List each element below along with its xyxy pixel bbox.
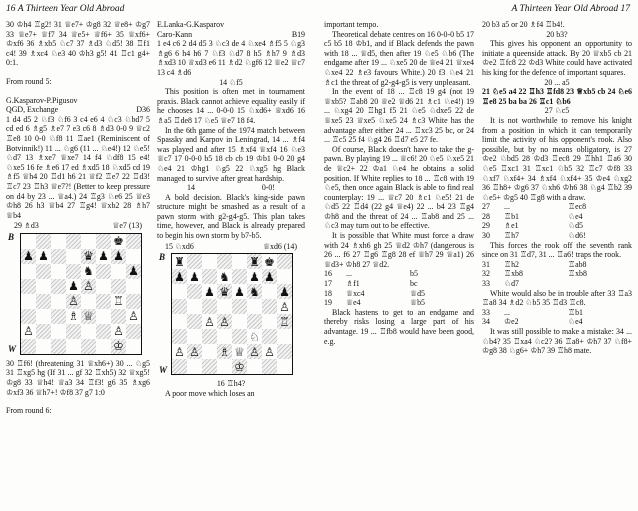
move-cell: 34 (482, 317, 490, 327)
chess-piece-square: ♟ (36, 249, 51, 264)
move-cell: 19 (324, 298, 332, 308)
chess-diagram-14 (159, 252, 305, 375)
move-cell: ♕xc4 (346, 288, 365, 298)
chessboard (20, 233, 142, 355)
paragraph: This position is often met in tournament praxis. Black cannot achieve equality easily if he chooses 14 ... 0-0-0 15 ♘xd6+ ♕xd6 16 ♗a5 ♖de8 17 ♘e5 ♕e7 18 f4. (157, 87, 305, 125)
board-square (36, 294, 51, 309)
caption-move: 29 ♗d3 (14, 221, 39, 231)
board-square (202, 344, 217, 359)
board-square (21, 309, 36, 324)
move-cell: ♘d6! (568, 231, 586, 241)
move-row (324, 279, 474, 289)
diagram-caption (14, 221, 142, 231)
chess-piece-square: ♟ (187, 269, 202, 284)
board-square (277, 254, 292, 269)
side-label-black: B (159, 252, 166, 263)
board-square (66, 234, 81, 249)
column-2 (157, 20, 305, 398)
chess-piece-square: ♜ (172, 254, 187, 269)
move-cell: 29 (482, 221, 490, 231)
board-square (187, 284, 202, 299)
board-square (202, 254, 217, 269)
chess-piece-square: ♙ (262, 344, 277, 359)
chess-piece-square: ♔ (111, 339, 126, 354)
chess-piece-square: ♟ (96, 249, 111, 264)
game-opening-line (6, 105, 150, 115)
paragraph: From round 6: (6, 406, 52, 416)
move-cell: ♔e2 (504, 317, 519, 327)
board-square (51, 249, 66, 264)
move-row (482, 231, 632, 241)
paragraph: Of course, Black doesn't have to take the g-pawn. By playing 19 ... ♕c6! 20 ♘e5 ♘xe5 21 de ♕c2+ 22 ♔a1 ♘e4 he obtains a solid position. If White replies to 18 ... ♖c8 with 19 ♘e5, then once again Black is able to find real counterplay: 19 ... ♕c7 20 ♗c1 ♘e5! 21 de ♘d5 22 ♖d4 (22 g4 ♕e4) 22 ... b4 23 ♖g4 ♔h8 and the threat of 24 ... ♖ab8 and 25 ... ♘c3 may turn out to be effective. (324, 144, 474, 231)
move-text: 0-0! (261, 183, 275, 193)
move-cell: 31 (482, 259, 490, 269)
move-line: 16 ♖h4? (216, 379, 246, 389)
board-square (21, 339, 36, 354)
board-square (262, 329, 277, 344)
move-cell: 28 (482, 211, 490, 221)
chessboard (171, 253, 293, 375)
board-square (277, 344, 292, 359)
move-cell: ♖ab8 (568, 259, 587, 269)
game-opening: Caro-Kann (157, 29, 193, 39)
move-row (482, 221, 632, 231)
board-square (51, 294, 66, 309)
board-square (187, 299, 202, 314)
board-square (277, 329, 292, 344)
paragraph: From round 5: (6, 76, 52, 86)
board-square (202, 329, 217, 344)
paragraph: 21 ♘e5 a4 22 ♖h3 ♖fd8 23 ♕xb5 cb 24 ♘e6 ♖e8 25 ba ba 26 ♖c1 ♘b6 (482, 87, 632, 106)
board-square (51, 234, 66, 249)
paragraph: It was still possible to make a mistake: 34 ... ♘b4? 35 ♖xa4 ♘c2? 36 ♖a8+ ♔h7 37 ♘f8+ ♔g8 38 ♘g6+ ♔h7 39 ♖h8 mate. (482, 327, 632, 356)
chess-piece-square: ♙ (277, 299, 292, 314)
move-cell: 32 (482, 269, 490, 279)
chess-piece-square: ♔ (232, 359, 247, 374)
board-square (111, 279, 126, 294)
move-row (482, 317, 632, 327)
board-square (51, 309, 66, 324)
board-square (21, 234, 36, 249)
chess-piece-square: ♕ (81, 309, 96, 324)
running-head-right: A Thirteen Year Old Abroad 17 (511, 4, 630, 14)
move-cell: ♗e1 (504, 221, 519, 231)
board-square (96, 324, 111, 339)
chess-piece-square: ♗ (217, 344, 232, 359)
chess-piece-square: ♗ (66, 309, 81, 324)
move-cell: ♖xb8 (504, 269, 523, 279)
board-square (36, 339, 51, 354)
move-cell: ♖ec8 (568, 202, 587, 212)
move-cell: ♘d7 (504, 279, 519, 289)
chess-piece-square: ♙ (172, 344, 187, 359)
move-list (324, 269, 474, 307)
chess-piece-square: ♟ (66, 279, 81, 294)
move-cell: ♘e4 (568, 317, 583, 327)
board-square (247, 359, 262, 374)
board-square (81, 339, 96, 354)
board-square (36, 234, 51, 249)
move-cell: 16 (324, 269, 332, 279)
paragraph: important tempo. (324, 20, 379, 29)
column-1 (6, 20, 150, 416)
move-cell: 17 (324, 279, 332, 289)
board-square (51, 339, 66, 354)
chess-piece-square: ♜ (247, 254, 262, 269)
board-square (262, 359, 277, 374)
move-row (482, 269, 632, 279)
board-square (96, 339, 111, 354)
move-row (324, 298, 474, 308)
move-cell: 27 (482, 202, 490, 212)
move-row (482, 212, 632, 222)
board-square (232, 329, 247, 344)
move-row (482, 260, 632, 270)
paragraph: A poor move which loses an (165, 388, 255, 398)
move-cell: ♖h2 (504, 259, 519, 269)
move-line: 20 ... a5 (544, 77, 570, 87)
chess-piece-square: ♟ (126, 264, 141, 279)
move-cell: ♕b5 (410, 298, 425, 308)
board-square (217, 359, 232, 374)
move-list (482, 260, 632, 289)
move-list (482, 308, 632, 327)
move-cell: ♘d5 (568, 221, 583, 231)
board-square (172, 329, 187, 344)
move-line: 27 ♘c5 (544, 106, 570, 116)
chess-piece-square: ♙ (247, 344, 262, 359)
move-cell: bc (410, 279, 418, 289)
chess-piece-square: ♞ (217, 269, 232, 284)
chess-piece-square: ♟ (202, 284, 217, 299)
board-square (232, 299, 247, 314)
eco-code: D36 (136, 105, 150, 115)
board-square (96, 294, 111, 309)
move-cell (568, 279, 632, 289)
paragraph: Theoretical debate centres on 16 0-0-0 b5 17 c5 b5 18 ♔b1, and if Black defends the pawn with 18 ... ♕d5, then after 19 ♘e5 ♘b6 (The endgame after 19 ... ♘xe5 20 de ♕e4 21 ♕xe4 ♘xe4 22 ♗e3 favours White.) 20 f3 ♘e4 21 ♗c1 the threat of g2-g4-g5 is very unpleasant. (324, 29, 474, 87)
board-square (51, 324, 66, 339)
board-square (96, 279, 111, 294)
move-cell: ♕d5 (410, 288, 425, 298)
chess-piece-square: ♙ (21, 324, 36, 339)
board-square (81, 324, 96, 339)
chess-piece-square: ♛ (81, 249, 96, 264)
board-square (21, 264, 36, 279)
chess-piece-square: ♙ (202, 314, 217, 329)
game-opening: QGD, Exchange (6, 105, 59, 115)
move-list (482, 202, 632, 240)
chess-piece-square: ♙ (81, 279, 96, 294)
chess-piece-square: ♟ (262, 269, 277, 284)
board-square (126, 234, 141, 249)
chess-piece-square: ♟ (232, 284, 247, 299)
board-square (217, 329, 232, 344)
chess-piece-square: ♟ (247, 269, 262, 284)
paragraph: 30 ♔h4 ♖g2! 31 ♕e7+ ♔g8 32 ♕e8+ ♔g7 33 ♕e7+ ♕f7 34 ♕e5+ ♕f6+ 35 ♕xf6+ ♔xf6 36 ♗xb5 ♘c7 37 ♗d3 ♘d5! 38 ♖f1 c4! 39 ♗xc4 ♘e3 40 ♔h3 g5! 41 ♖c1 g4+ 0:1. (6, 20, 150, 68)
board-square (247, 314, 262, 329)
running-head-left: 16 A Thirteen Year Old Abroad (6, 4, 125, 14)
move-row (324, 289, 474, 299)
board-square (187, 329, 202, 344)
caption-reply: ♕e7 (13) (112, 221, 142, 231)
paragraph: This gives his opponent an opportunity to initiate a queenside attack. By 20 ♕xb5 cb 21 ♔e2 ♖fc8 22 ♔d3 White could have activated his king for the defence of important squares. (482, 39, 632, 77)
paragraph: It is possible that White must force a draw with 24 ♗xh6 gh 25 ♕d2 ♔h7 (dangerous is 26 ... f6 27 ♖g6 ♖g8 28 ef ♕h7 29 ♕a1) 26 ♕d3+ ♔h8 27 ♕d2. (324, 231, 474, 269)
board-square (247, 299, 262, 314)
paragraph: 1 e4 c6 2 d4 d5 3 ♘c3 de 4 ♘xe4 ♗f5 5 ♘g3 ♗g6 6 h4 h6 7 ♘f3 ♘d7 8 h5 ♗h7 9 ♗d3 ♗xd3 10 ♕xd3 e6 11 ♗d2 ♘gf6 12 ♕e2 ♕c7 13 c4 ♗d6 (157, 39, 305, 77)
chess-piece-square: ♛ (217, 284, 232, 299)
caption-move: 15 ♘xd6 (165, 241, 194, 251)
chess-piece-square: ♕ (232, 344, 247, 359)
board-square (66, 264, 81, 279)
board-square (126, 324, 141, 339)
side-label-white: W (8, 344, 17, 355)
move-cell: ♖b1 (568, 307, 583, 317)
game-players: G.Kasparov-P.Pigusov (6, 95, 78, 105)
board-square (111, 309, 126, 324)
chess-piece-square: ♙ (111, 324, 126, 339)
paragraph: 30 ♖f6! (threatening 31 ♕xh6+) 30 ... ♘g5 31 ♖xg5 hg (If 31 ... gf 32 ♖xh5) 32 ♕xg5! ♔g8 33 ♕h4! ♕a3 34 ♖f3! g6 35 ♗xg6 ♔xf3 36 ♕h7+! ♔f8 37 g7 1:0 (6, 358, 150, 397)
board-square (51, 279, 66, 294)
board-square (202, 359, 217, 374)
board-square (277, 359, 292, 374)
board-square (81, 294, 96, 309)
board-square (96, 234, 111, 249)
move-cell: 33 (482, 307, 490, 317)
chess-piece-square: ♟ (111, 249, 126, 264)
chess-piece-square: ♖ (111, 294, 126, 309)
board-square (126, 294, 141, 309)
chess-piece-square: ♙ (126, 309, 141, 324)
chess-diagram-13 (8, 231, 150, 355)
board-square (66, 324, 81, 339)
move-cell: ♕e4 (346, 298, 361, 308)
chess-piece-square: ♚ (111, 234, 126, 249)
move-cell: ♖xb8 (568, 269, 587, 279)
paragraph: Black hastens to get to an endgame and thereby risks losing a large part of his advantage. 19 ... ♖fb8 would have been good, e.g. (324, 307, 474, 346)
move-cell: 33 (482, 279, 490, 289)
board-square (111, 264, 126, 279)
board-square (81, 234, 96, 249)
board-square (96, 264, 111, 279)
board-square (232, 314, 247, 329)
board-square (21, 294, 36, 309)
paragraph: 20 b3 a5 or 20 ♗f4 ♖b4!. (482, 20, 565, 29)
paragraph: White would also be in trouble after 33 ♖a3 ♖a8 34 ♗d2 ♘b5 35 ♖d3 ♖c8. (482, 288, 632, 308)
paragraph: In the event of 18 ... ♖c8 19 g4 (not 19 ♕xb5? ♖ab8 20 ♕e2 ♕d6 21 ♗c1 ♘e4!) 19 ... ♘xg4 20 ♖hg1 f5 21 ♘e5 ♘dxe5 22 de ♕xe5 23 ♕xe5 ♘xe5 24 ♗c3 White has the advantage after either 24 ... ♖xc3 25 bc, or 24 ... ♖c5 25 f4 ♘g4 26 ♖d7 e5 27 fe. (324, 87, 474, 145)
move-line: 20 b3? (546, 29, 568, 39)
chess-piece-square: ♞ (247, 284, 262, 299)
chess-piece-square: ♟ (21, 249, 36, 264)
column-4 (482, 20, 632, 356)
move-line: 14 ♘f5 (219, 77, 243, 87)
move-cell: ... (504, 307, 510, 317)
paragraph: 1 d4 d5 2 ♘f3 ♘f6 3 c4 e6 4 ♘c3 ♘bd7 5 cd ed 6 ♗g5 ♗e7 7 e3 c6 8 ♗d3 0-0 9 ♕c2 ♖e8 10 0-0 ♘f8 11 ♖ae1 (Reminiscent of Botvinnik!) 11 ... ♘g6 (11 ... ♘e4!) 12 ♘e5! ♘d7 13 ♗xe7 ♕xe7 14 f4 ♘df8 15 e4! ♘xe5 16 fe ♗e6 17 ed ♗xd5 18 ♘xd5 cd 19 ♗f5 ♕h4 20 ♖d1 h6 21 ♕f2 ♖e7 22 ♖d3! ♖c7 23 ♖h3 ♕e7?! (Better to keep pressure on d4 by 23 ... ♕a4.) 24 ♖g3 ♘e6 25 ♕e3 ♔h8 26 h3 ♕b4 27 ♖g4! ♕xb2 28 ♗h7 ♕b4 (6, 114, 150, 220)
move-cell: ♗f1 (346, 279, 360, 289)
board-square (36, 309, 51, 324)
board-square (262, 314, 277, 329)
side-label-white: W (159, 364, 168, 375)
board-square (21, 279, 36, 294)
board-square (172, 299, 187, 314)
board-square (36, 279, 51, 294)
board-square (51, 264, 66, 279)
board-square (187, 254, 202, 269)
chess-piece-square: ♙ (66, 294, 81, 309)
paragraph: A bold decision. Black's king-side pawn structure might be smashed as a result of a pawn storm with g2-g4-g5. This plan takes time, however, and Black is already prepared to begin his own storm by b7-b5. (157, 192, 305, 241)
move-cell: ♘e4 (568, 211, 583, 221)
move-cell: ♖b1 (504, 211, 519, 221)
board-square (187, 359, 202, 374)
move-row (482, 202, 632, 212)
column-3 (324, 20, 474, 346)
move-row (482, 279, 632, 289)
board-square (36, 324, 51, 339)
move-line (157, 183, 305, 193)
side-label-black: B (8, 231, 15, 242)
move-cell: ... (504, 202, 510, 212)
chess-piece-square: ♙ (187, 344, 202, 359)
chess-piece-square: ♙ (217, 314, 232, 329)
board-square (126, 249, 141, 264)
board-square (277, 269, 292, 284)
move-number: 14 (187, 183, 195, 193)
move-cell: 30 (482, 231, 490, 241)
board-square (262, 284, 277, 299)
move-cell: b5 (410, 269, 418, 279)
eco-code: B19 (291, 29, 305, 39)
board-square (232, 254, 247, 269)
board-square (202, 269, 217, 284)
caption-reply: ♕xd6 (14) (262, 241, 297, 251)
board-square (217, 254, 232, 269)
board-square (172, 359, 187, 374)
board-square (66, 249, 81, 264)
chess-piece-square: ♟ (172, 269, 187, 284)
board-square (232, 269, 247, 284)
board-square (187, 314, 202, 329)
game-opening-line (157, 30, 305, 40)
move-cell: ... (346, 269, 352, 279)
move-cell: 18 (324, 288, 332, 298)
board-square (172, 314, 187, 329)
chess-piece-square: ♚ (262, 254, 277, 269)
paragraph: This forces the rook off the seventh rank since on 31 ♖d7, 31 ... ♖a6! traps the rook. (482, 240, 632, 260)
board-square (96, 309, 111, 324)
move-row (482, 308, 632, 318)
board-square (66, 339, 81, 354)
board-square (126, 339, 141, 354)
chess-piece-square: ♞ (81, 264, 96, 279)
move-cell: ♖h7 (504, 231, 519, 241)
game-players: E.Lanka-G.Kasparov (157, 20, 225, 29)
board-square (217, 299, 232, 314)
paragraph: It is not worthwhile to remove his knight from a position in which it can temporarily limit the activity of his opponent's rook. Also possible, but by no means obligatory, is 27 ♔e2 ♘bd5 28 ♔d3 ♖ec8 29 ♖hh1 ♖a6 30 ♘e5 ♖xc1 31 ♖xc1 ♘b5 32 ♖c7 ♔f8 33 ♘xf7 ♘xf4+ 34 ♗xf4 ♘xf4+ 35 ♔e4 ♘xg2 36 ♖h8+ ♔g6 37 ♘xh6 ♔h6 38 ♘g4 ♖b2 39 ♘e5+ ♔g5 40 ♖g8 with a draw. (482, 115, 632, 202)
chess-piece-square: ♖ (277, 314, 292, 329)
chess-piece-square: ♟ (277, 284, 292, 299)
board-square (36, 264, 51, 279)
board-square (126, 279, 141, 294)
board-square (202, 299, 217, 314)
paragraph: In the 6th game of the 1974 match between Spassky and Karpov in Leningrad, 14 ... ♗f4 was played and after 15 ♗xf4 ♕xf4 16 ♘e3 ♕c7 17 0-0-0 b5 18 cb cb 19 ♔b1 0-0 20 g4 ♘e4 21 ♔hg1 ♘g5 22 ♘xg5 hg Black managed to survive after great hardship. (157, 125, 305, 183)
board-square (262, 299, 277, 314)
board-square (172, 284, 187, 299)
diagram-caption (165, 242, 297, 252)
move-row (324, 269, 474, 279)
chess-piece-square: ♘ (247, 329, 262, 344)
